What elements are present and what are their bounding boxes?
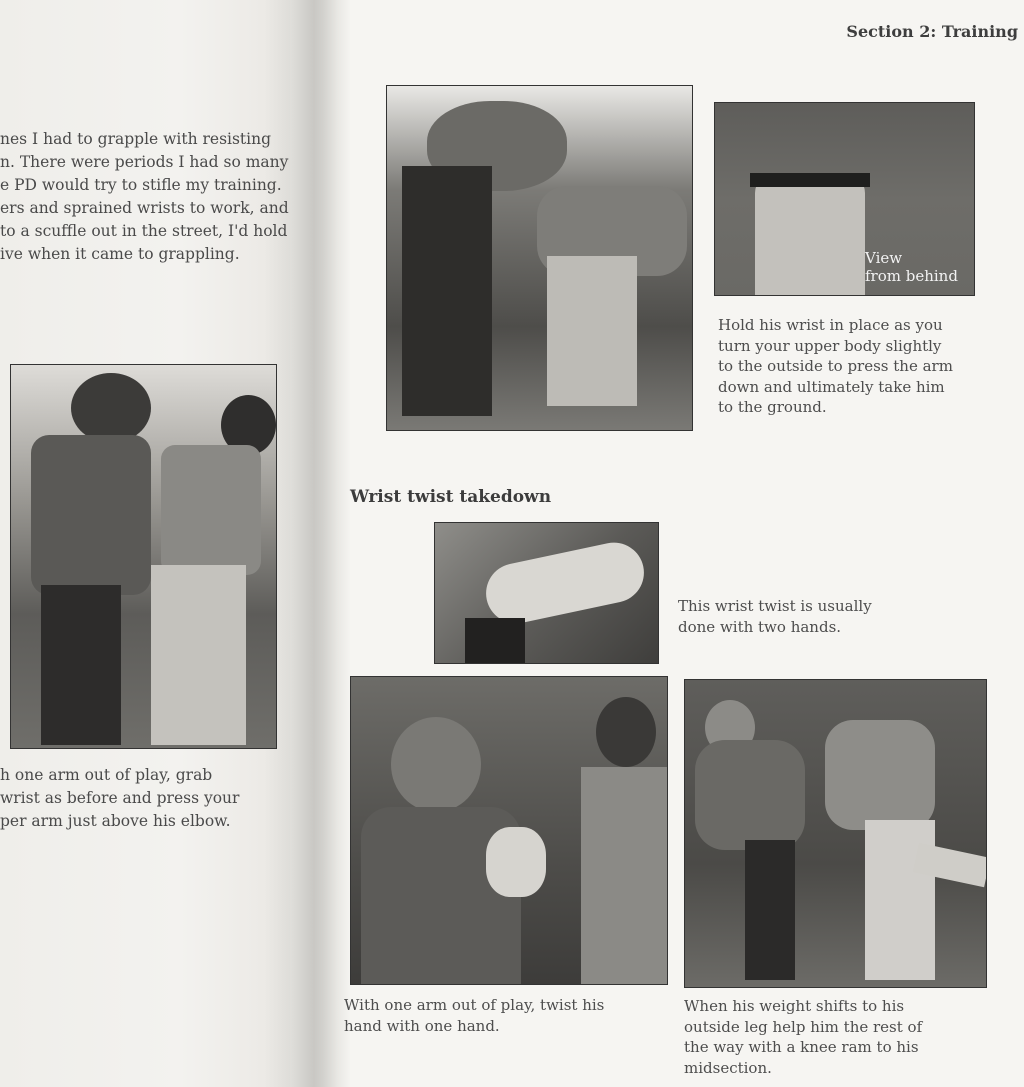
figure-torso-right <box>581 767 668 985</box>
knee-ram-caption <box>684 996 922 1078</box>
one-hand-twist-photo <box>350 676 668 985</box>
wrist-twist-caption <box>678 596 872 637</box>
wrist-twist-subheading: Wrist twist takedown <box>350 487 552 507</box>
figure-partner-legs <box>547 256 637 406</box>
top-photo-caption <box>718 315 953 418</box>
text-line: nes I had to grapple with resisting <box>0 130 272 148</box>
text-line: to a scuffle out in the street, I'd hold <box>0 222 288 240</box>
caption-line: When his weight shifts to his <box>684 997 905 1015</box>
view-from-behind-label: View from behind <box>865 249 958 285</box>
figure-head-left <box>391 717 481 812</box>
figure-torso-left <box>695 740 805 850</box>
knee-ram-photo <box>684 679 987 988</box>
caption-line: With one arm out of play, twist his <box>344 996 605 1014</box>
caption-line: wrist as before and press your <box>0 789 240 807</box>
one-hand-twist-caption <box>344 995 604 1036</box>
hands-grip <box>481 537 650 629</box>
caption-line: turn your upper body slightly <box>718 336 942 355</box>
figure-torso-right <box>825 720 935 830</box>
belt-knot <box>465 618 525 664</box>
caption-line: This wrist twist is usually <box>678 597 872 615</box>
figure-legs-left <box>41 585 121 745</box>
caption-line: the way with a knee ram to his <box>684 1038 919 1056</box>
text-line: ive when it came to grappling. <box>0 245 240 263</box>
caption-line: midsection. <box>684 1058 772 1077</box>
text-line: e PD would try to stifle my training. <box>0 176 282 194</box>
text-line: n. There were periods I had so many <box>0 153 289 171</box>
top-large-photo <box>386 85 693 431</box>
figure-torso-left <box>31 435 151 595</box>
caption-line: h one arm out of play, grab <box>0 766 213 784</box>
caption-line: down and ultimately take him <box>718 377 945 396</box>
figure-legs-right <box>151 565 246 745</box>
left-page-photo <box>10 364 277 749</box>
figure-head-left <box>71 373 151 443</box>
text-line: ers and sprained wrists to work, and <box>0 199 289 217</box>
wrist-twist-closeup-photo <box>434 522 659 664</box>
left-photo-caption <box>0 764 239 833</box>
caption-line: Hold his wrist in place as you <box>718 316 943 334</box>
figure-from-behind <box>755 173 865 296</box>
black-belt <box>750 173 870 187</box>
figure-legs-left <box>745 840 795 980</box>
figure-legs-dark <box>402 166 492 416</box>
caption-line: to the ground. <box>718 398 827 416</box>
book-gutter-shadow <box>290 0 350 1087</box>
view-from-behind-photo <box>714 102 975 296</box>
hands-twist <box>486 827 546 897</box>
section-header: Section 2: Training <box>846 22 1018 41</box>
caption-line: per arm just above his elbow. <box>0 812 231 830</box>
caption-line: hand with one hand. <box>344 1016 500 1035</box>
caption-line: to the outside to press the arm <box>718 357 953 375</box>
figure-head-right <box>596 697 656 767</box>
left-body-paragraph <box>0 128 289 266</box>
caption-line: done with two hands. <box>678 617 842 636</box>
figure-torso-right <box>161 445 261 575</box>
caption-line: outside leg help him the rest of <box>684 1017 923 1036</box>
